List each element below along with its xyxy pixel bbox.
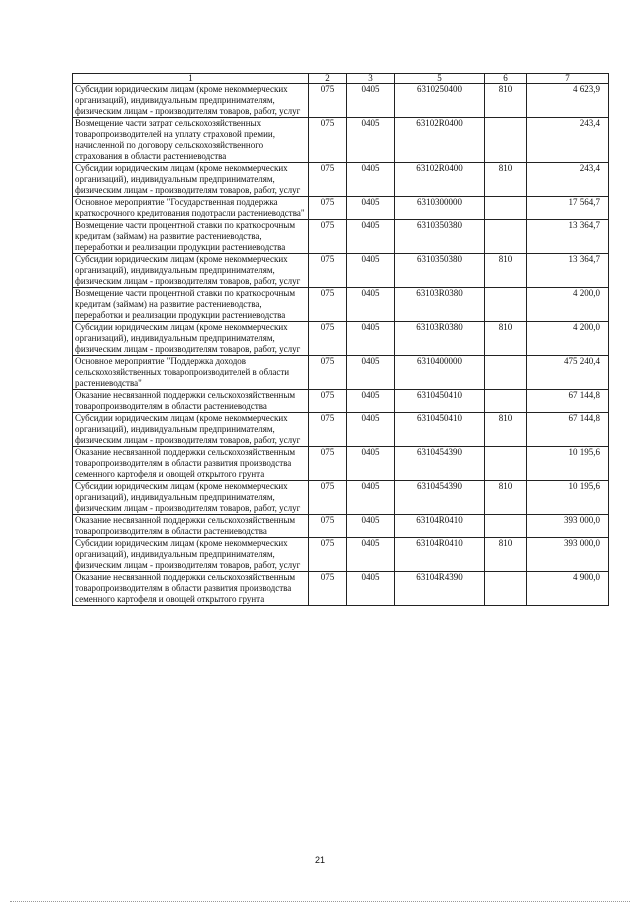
cell-expense-type (485, 390, 527, 413)
cell-expense-type (485, 572, 527, 606)
table-header-row (73, 74, 609, 84)
table-row (73, 572, 609, 606)
cell-section-code: 0405 (347, 515, 395, 538)
cell-ministry-code: 075 (309, 356, 347, 390)
cell-amount: 393 000,0 (527, 515, 609, 538)
page-number: 21 (314, 855, 325, 865)
cell-name: Возмещение части затрат сельскохозяйственных товаропроизводителей на уплату страховой премии, начисленной по договору сельскохозяйственного страхования в области растениеводства (73, 118, 309, 163)
table-row (73, 163, 609, 197)
table-row (73, 538, 609, 572)
cell-section-code: 0405 (347, 84, 395, 118)
cell-section-code: 0405 (347, 413, 395, 447)
cell-name: Оказание несвязанной поддержки сельскохозяйственным товаропроизводителям в области развития производства семенного картофеля и овощей открытого грунта (73, 447, 309, 481)
bottom-rule (10, 901, 630, 902)
cell-amount: 243,4 (527, 163, 609, 197)
table-row (73, 515, 609, 538)
cell-target-article: 6310450410 (395, 390, 485, 413)
cell-section-code: 0405 (347, 220, 395, 254)
cell-ministry-code: 075 (309, 288, 347, 322)
cell-section-code: 0405 (347, 390, 395, 413)
cell-target-article: 63104R0410 (395, 515, 485, 538)
table-row (73, 220, 609, 254)
cell-expense-type (485, 515, 527, 538)
cell-expense-type: 810 (485, 413, 527, 447)
cell-ministry-code: 075 (309, 84, 347, 118)
cell-amount: 393 000,0 (527, 538, 609, 572)
cell-expense-type (485, 197, 527, 220)
cell-ministry-code: 075 (309, 538, 347, 572)
cell-expense-type (485, 356, 527, 390)
cell-target-article: 6310350380 (395, 220, 485, 254)
cell-name: Оказание несвязанной поддержки сельскохозяйственным товаропроизводителям в области развития производства семенного картофеля и овощей открытого грунта (73, 572, 309, 606)
cell-target-article: 6310250400 (395, 84, 485, 118)
cell-expense-type: 810 (485, 481, 527, 515)
cell-amount: 10 195,6 (527, 447, 609, 481)
cell-ministry-code: 075 (309, 322, 347, 356)
cell-amount: 4 900,0 (527, 572, 609, 606)
cell-section-code: 0405 (347, 481, 395, 515)
cell-ministry-code: 075 (309, 197, 347, 220)
cell-expense-type: 810 (485, 538, 527, 572)
cell-name: Субсидии юридическим лицам (кроме некоммерческих организаций), индивидуальным предпринимателям, физическим лицам - производителям товаров, работ, услуг (73, 322, 309, 356)
cell-name: Возмещение части процентной ставки по краткосрочным кредитам (займам) на развитие растениеводства, переработки и реализации продукции растениеводства (73, 220, 309, 254)
cell-section-code: 0405 (347, 447, 395, 481)
table-row (73, 288, 609, 322)
cell-ministry-code: 075 (309, 220, 347, 254)
cell-expense-type (485, 288, 527, 322)
cell-target-article: 63102R0400 (395, 118, 485, 163)
table-row (73, 197, 609, 220)
cell-target-article: 6310400000 (395, 356, 485, 390)
cell-target-article: 6310300000 (395, 197, 485, 220)
cell-amount: 13 364,7 (527, 254, 609, 288)
table-row (73, 84, 609, 118)
cell-name: Возмещение части процентной ставки по краткосрочным кредитам (займам) на развитие растениеводства, переработки и реализации продукции растениеводства (73, 288, 309, 322)
cell-name: Субсидии юридическим лицам (кроме некоммерческих организаций), индивидуальным предпринимателям, физическим лицам - производителям товаров, работ, услуг (73, 481, 309, 515)
cell-ministry-code: 075 (309, 515, 347, 538)
cell-target-article: 6310350380 (395, 254, 485, 288)
cell-name: Субсидии юридическим лицам (кроме некоммерческих организаций), индивидуальным предпринимателям, физическим лицам - производителям товаров, работ, услуг (73, 254, 309, 288)
cell-section-code: 0405 (347, 572, 395, 606)
cell-name: Субсидии юридическим лицам (кроме некоммерческих организаций), индивидуальным предпринимателям, физическим лицам - производителям товаров, работ, услуг (73, 538, 309, 572)
cell-amount: 243,4 (527, 118, 609, 163)
cell-name: Субсидии юридическим лицам (кроме некоммерческих организаций), индивидуальным предпринимателям, физическим лицам - производителям товаров, работ, услуг (73, 413, 309, 447)
table-row (73, 118, 609, 163)
cell-target-article: 63102R0400 (395, 163, 485, 197)
cell-amount: 67 144,8 (527, 390, 609, 413)
cell-amount: 4 623,9 (527, 84, 609, 118)
cell-name: Основное мероприятие "Поддержка доходов сельскохозяйственных товаропроизводителей в области растениеводства" (73, 356, 309, 390)
budget-table (72, 73, 609, 606)
cell-target-article: 63104R4390 (395, 572, 485, 606)
header-cell-name: 1 (73, 74, 309, 84)
header-cell-section: 3 (347, 74, 395, 84)
cell-target-article: 63103R0380 (395, 322, 485, 356)
cell-ministry-code: 075 (309, 118, 347, 163)
cell-expense-type (485, 220, 527, 254)
header-cell-ministry: 2 (309, 74, 347, 84)
header-cell-expense-type: 6 (485, 74, 527, 84)
cell-expense-type: 810 (485, 84, 527, 118)
cell-expense-type: 810 (485, 322, 527, 356)
cell-expense-type: 810 (485, 254, 527, 288)
cell-name: Оказание несвязанной поддержки сельскохозяйственным товаропроизводителям в области растениеводства (73, 390, 309, 413)
cell-section-code: 0405 (347, 356, 395, 390)
cell-section-code: 0405 (347, 322, 395, 356)
cell-amount: 67 144,8 (527, 413, 609, 447)
cell-ministry-code: 075 (309, 447, 347, 481)
cell-ministry-code: 075 (309, 413, 347, 447)
cell-ministry-code: 075 (309, 572, 347, 606)
cell-ministry-code: 075 (309, 390, 347, 413)
cell-amount: 10 195,6 (527, 481, 609, 515)
cell-target-article: 6310454390 (395, 447, 485, 481)
cell-expense-type: 810 (485, 163, 527, 197)
header-cell-target-article: 5 (395, 74, 485, 84)
cell-amount: 17 564,7 (527, 197, 609, 220)
cell-amount: 13 364,7 (527, 220, 609, 254)
header-cell-amount: 7 (527, 74, 609, 84)
cell-amount: 475 240,4 (527, 356, 609, 390)
cell-target-article: 63103R0380 (395, 288, 485, 322)
table-row (73, 254, 609, 288)
cell-section-code: 0405 (347, 163, 395, 197)
table-row (73, 390, 609, 413)
cell-ministry-code: 075 (309, 254, 347, 288)
cell-ministry-code: 075 (309, 481, 347, 515)
cell-expense-type (485, 118, 527, 163)
cell-target-article: 6310450410 (395, 413, 485, 447)
cell-name: Субсидии юридическим лицам (кроме некоммерческих организаций), индивидуальным предпринимателям, физическим лицам - производителям товаров, работ, услуг (73, 163, 309, 197)
cell-name: Субсидии юридическим лицам (кроме некоммерческих организаций), индивидуальным предпринимателям, физическим лицам - производителям товаров, работ, услуг (73, 84, 309, 118)
table-row (73, 322, 609, 356)
table-row (73, 481, 609, 515)
table-row (73, 356, 609, 390)
cell-section-code: 0405 (347, 118, 395, 163)
cell-target-article: 63104R0410 (395, 538, 485, 572)
cell-name: Оказание несвязанной поддержки сельскохозяйственным товаропроизводителям в области растениеводства (73, 515, 309, 538)
cell-amount: 4 200,0 (527, 322, 609, 356)
table-row (73, 413, 609, 447)
table-row (73, 447, 609, 481)
cell-ministry-code: 075 (309, 163, 347, 197)
cell-target-article: 6310454390 (395, 481, 485, 515)
cell-section-code: 0405 (347, 538, 395, 572)
cell-name: Основное мероприятие "Государственная поддержка краткосрочного кредитования подотрасли растениеводства" (73, 197, 309, 220)
cell-amount: 4 200,0 (527, 288, 609, 322)
cell-expense-type (485, 447, 527, 481)
cell-section-code: 0405 (347, 197, 395, 220)
cell-section-code: 0405 (347, 288, 395, 322)
cell-section-code: 0405 (347, 254, 395, 288)
